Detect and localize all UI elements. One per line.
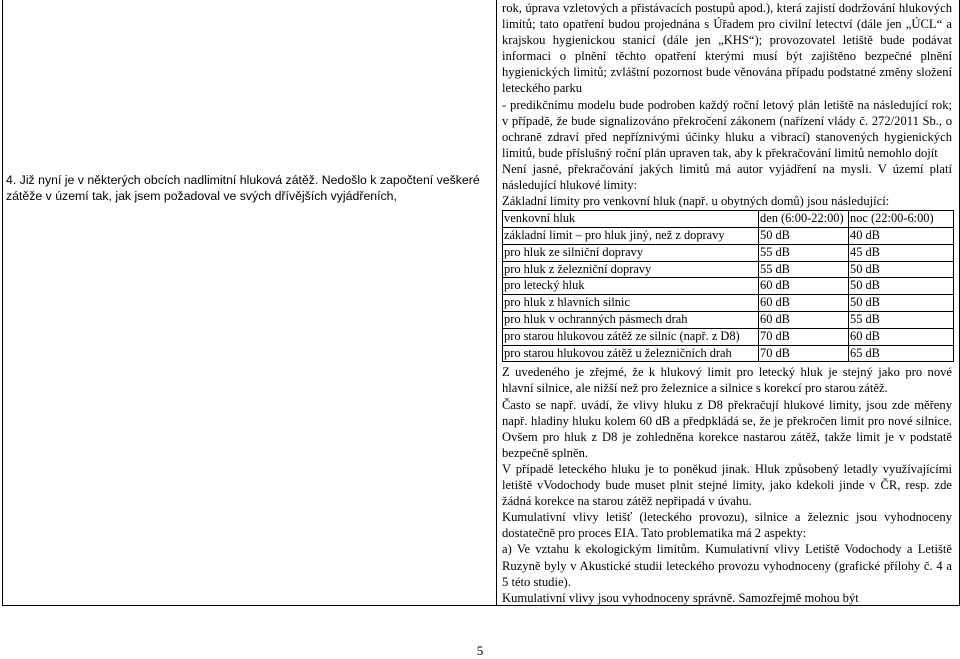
- table-row: [503, 295, 954, 312]
- response-paragraph: - predikčnímu modelu bude podroben každý roční letový plán letiště na následující rok; v případě, že bude signalizováno překročení zákonem (nařízení vlády č. 272/2011 Sb., o ochraně zdraví před nepříznivými účinky hluku a vibrací) stanovených hygienických limitů, bude příslušný roční plán upraven tak, aby k překračování limitů nemohlo dojít: [502, 97, 952, 160]
- table-row: [503, 345, 954, 362]
- response-paragraph: Není jasné, překračování jakých limitů má autor vyjádření na mysli. V území platí následující hlukové limity:: [502, 161, 952, 193]
- table-row: [503, 261, 954, 278]
- table-header-row: [503, 211, 954, 228]
- table-cell: 55 dB: [849, 312, 954, 329]
- table-cell: pro starou hlukovou zátěž u železničních drah: [503, 345, 759, 362]
- page-number: 5: [476, 643, 484, 658]
- response-cell: [502, 0, 952, 606]
- table-cell: 45 dB: [849, 244, 954, 261]
- table-cell: pro hluk v ochranných pásmech drah: [503, 312, 759, 329]
- table-cell: 50 dB: [849, 261, 954, 278]
- table-cell: 70 dB: [759, 328, 849, 345]
- table-row: [503, 228, 954, 245]
- response-paragraph: Kumulativní vlivy letišť (leteckého provozu), silnice a železnic jsou vyhodnoceny dostatečně pro proces EIA. Tato problematika má 2 aspekty:: [502, 510, 952, 541]
- table-cell: pro hluk z železniční dopravy: [503, 261, 759, 278]
- column-divider: [496, 0, 497, 605]
- table-cell: 50 dB: [849, 295, 954, 312]
- table-cell: pro hluk z hlavních silnic: [503, 295, 759, 312]
- table-cell: pro starou hlukovou zátěž ze silnic (např. z D8): [503, 328, 759, 345]
- response-paragraph: rok, úprava vzletových a přistávacích postupů apod.), která zajistí dodržování hlukových limitů; tato opatření budou projednána s Úřadem pro civilní letectví (dále jen „ÚCL“ a krajskou hygienickou stanicí (dále jen „KHS“); provozovatel letiště bude podávat informaci o plnění těchto opatření kterými musí být zajištěno bezpečné plnění hygienických limitů; zvláštní pozornost bude věnována případu podstatné změny složení leteckého parku: [502, 1, 952, 96]
- response-paragraph: Z uvedeného je zřejmé, že k hlukový limit pro letecký hluk je stejný jako pro nové hlavní silnice, ale nižší než pro železnice a silnice s korekcí pro starou zátěž.: [502, 365, 952, 396]
- table-cell: 55 dB: [759, 261, 849, 278]
- table-cell: 50 dB: [759, 228, 849, 245]
- table-cell: 55 dB: [759, 244, 849, 261]
- response-paragraph: a) Ve vztahu k ekologickým limitům. Kumulativní vlivy Letiště Vodochody a Letiště Ruzyně byly v Akustické studii leteckého provozu vyhodnoceny (grafické přílohy č. 4 a 5 této studie).: [502, 542, 952, 589]
- table-header-cell: den (6:00-22:00): [759, 211, 849, 228]
- noise-limits-table: [502, 210, 954, 362]
- table-cell: 50 dB: [849, 278, 954, 295]
- table-row: [503, 278, 954, 295]
- comment-text: 4. Již nyní je v některých obcích nadlimitní hluková zátěž. Nedošlo k započtení veškeré zátěže v území tak, jak jsem požadoval ve svých dřívějších vyjádřeních,: [6, 173, 480, 203]
- table-row: [503, 312, 954, 329]
- table-cell: 60 dB: [759, 295, 849, 312]
- table-cell: 60 dB: [759, 278, 849, 295]
- response-paragraph: Často se např. uvádí, že vlivy hluku z D8 překračují hlukové limity, jsou zde měřeny např. hladiny hluku kolem 60 dB a předpkládá se, že je překročen limit pro nové silnice. Ovšem pro hluk z D8 je zohledněna korekce nastarou zátěž, takže limit je v podstatě bezpečně splněn.: [502, 397, 952, 460]
- table-cell: 60 dB: [849, 328, 954, 345]
- table-cell: pro hluk ze silniční dopravy: [503, 244, 759, 261]
- comment-cell: [6, 172, 492, 204]
- table-cell: 60 dB: [759, 312, 849, 329]
- table-cell: základní limit – pro hluk jiný, než z dopravy: [503, 228, 759, 245]
- table-cell: 70 dB: [759, 345, 849, 362]
- table-cell: pro letecký hluk: [503, 278, 759, 295]
- response-paragraph: Kumulativní vlivy jsou vyhodnoceny správně. Samozřejmě mohou být: [502, 590, 859, 605]
- table-row: [503, 244, 954, 261]
- table-header-cell: noc (22:00-6:00): [849, 211, 954, 228]
- response-paragraph: V případě leteckého hluku je to poněkud jinak. Hluk způsobený letadly využívajícími letiště vVodochody bude muset plnit stejné limity, jako kdekoli jinde v ČR, resp. zde žádná korekce na starou zátěž nepřipadá v úvahu.: [502, 461, 952, 509]
- table-row: [503, 328, 954, 345]
- table-cell: 65 dB: [849, 345, 954, 362]
- table-header-cell: venkovní hluk: [503, 211, 759, 228]
- table-cell: 40 dB: [849, 228, 954, 245]
- table-caption: Základní limity pro venkovní hluk (např. u obytných domů) jsou následující:: [502, 194, 890, 209]
